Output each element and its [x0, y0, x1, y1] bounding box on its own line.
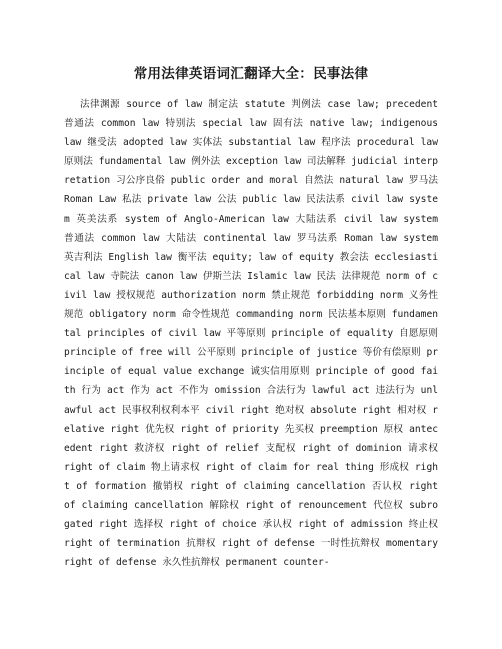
page-title: 常用法律英语词汇翻译大全：民事法律: [133, 66, 369, 82]
body-paragraph: 法律渊源 source of law 制定法 statute 判例法 case law; precedent 普通法 common law 特别法 special law 固有法 native law; indigenous law 继受法 adopted law 实体法 substantial law 程序法 procedural law 原则法 fundamental law 例外法 exception law 司法解释 judicial interpretation 习公序良俗 public order and moral 自然法 natural law 罗马法 Roman Law 私法 private law 公法 public law 民法法系 civil law system 英美法系 system of Anglo-American law 大陆法系 civil law system 普通法 common law 大陆法 continental law 罗马法系 Roman law system 英吉利法 English law 衡平法 equity; law of equity 教会法 ecclesiastical law 寺院法 canon law 伊斯兰法 Islamic law 民法 法律规范 norm of civil law 授权规范 authorization norm 禁止规范 forbidding norm 义务性规范 obligatory norm 命令性规范 commanding norm 民法基本原则 fundamental principles of civil law 平等原则 principle of equality 自愿原则 principle of free will 公平原则 principle of justice 等价有偿原则 principle of equal value exchange 诚实信用原则 principle of good faith 行为 act 作为 act 不作为 omission 合法行为 lawful act 违法行为 unlawful act 民事权利权利本平 civil right 绝对权 absolute right 相对权 relative right 优先权 right of priority 先买权 preemption 原权 antecedent right 救济权 right of relief 支配权 right of dominion 请求权 right of claim 物上请求权 right of claim for real thing 形成权 right of formation 撤销权 right of claiming cancellation 否认权 right of claiming cancellation 解除权 right of renouncement 代位权 subrogated right 选择权 right of choice 承认权 right of admission 终止权 right of termination 抗辩权 right of defense 一时性抗辩权 momentary right of defense 永久性抗辩权 permanent counter-: [64, 99, 438, 569]
